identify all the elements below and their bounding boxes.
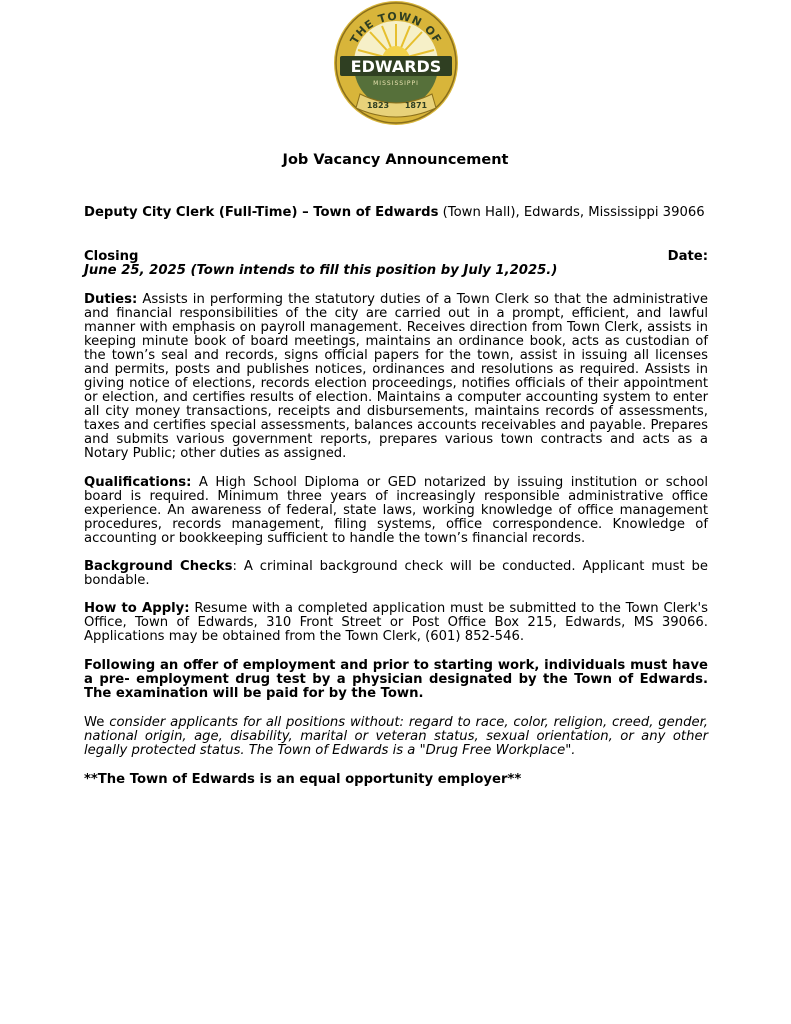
eeo-lead: We — [84, 715, 105, 730]
apply-label: How to Apply: — [84, 601, 190, 616]
eeo-text: consider applicants for all positions without: regard to race, color, religion, creed, gender, national origin, age, disability, marital or veteran status, sexual orientation, or any other legally protected status. The Town of Edwards is a "Drug Free Workplace". — [84, 715, 708, 758]
apply-text: Resume with a completed application must be submitted to the Town Clerk's Office, Town of Edwards, 310 Front Street or Post Office Box 215, Edwards, MS 39066. Applications may be obtained from the Town Clerk, (601) 852-546. — [84, 601, 708, 644]
apply-section — [84, 602, 708, 644]
page-title: Job Vacancy Announcement — [282, 152, 509, 168]
background-text: : A criminal background check will be conducted. Applicant must be bondable. — [84, 559, 709, 588]
qualifications-label: Qualifications: — [84, 475, 192, 490]
drug-test-notice: Following an offer of employment and prior to starting work, individuals must have a pre- employment drug test by a physician designated by the Town of Edwards. The examination will be paid for by the Town. — [84, 658, 708, 701]
position-heading — [84, 206, 708, 220]
seal-year-left: 1823 — [366, 101, 390, 110]
qualifications-section — [84, 476, 708, 546]
position-location: (Town Hall), Edwards, Mississippi 39066 — [438, 205, 705, 220]
seal-town-name: EDWARDS — [350, 57, 442, 76]
seal-year-right: 1871 — [404, 101, 428, 110]
closing-section — [84, 250, 708, 278]
qualifications-text: A High School Diploma or GED notarized by issuing institution or school board is required. Minimum three years of increasingly responsible administrative office experience. An awareness of federal, state laws, working knowledge of office management procedures, records management, filing systems, office correspondence. Knowledge of accounting or bookkeeping sufficient to handle the town’s financial records. — [84, 475, 708, 546]
position-title: Deputy City Clerk (Full-Time) – Town of Edwards — [84, 205, 439, 220]
background-label: Background Checks — [84, 559, 233, 574]
eeo-statement — [84, 716, 708, 758]
closing-date: June 25, 2025 (Town intends to fill this position by July 1,2025.) — [84, 263, 558, 278]
town-seal-logo — [330, 0, 462, 128]
seal-arc-text: THE TOWN OF — [347, 9, 445, 47]
closing-date-label: Date: — [667, 249, 708, 264]
footer-eeo-line: **The Town of Edwards is an equal opportunity employer** — [84, 772, 522, 787]
background-section — [84, 560, 708, 588]
seal-state: MISSISSIPPI — [373, 80, 419, 87]
duties-label: Duties: — [84, 292, 138, 307]
duties-section — [84, 293, 708, 461]
closing-label: Closing — [84, 249, 139, 264]
duties-text: Assists in performing the statutory duties of a Town Clerk so that the administrative and financial responsibilities of the city are carried out in a prompt, efficient, and lawful manner with emphasis on payroll management. Receives direction from Town Clerk, assists in keeping minute book of board meetings, maintains an ordinance book, acts as custodian of the town’s seal and records, signs official papers for the town, assist in issuing all licenses and permits, posts and publishes notices, ordinances and resolutions as required. Assists in giving notice of elections, records election proceedings, notifies officials of their appointment or election, and certifies results of election. Maintains a computer accounting system to enter all city money transactions, receipts and disbursements, maintains records of assessments, taxes and certifies special assessments, balances accounts receivables and payable. Prepares and submits various government reports, prepares various town contracts and acts as a Notary Public; other duties as assigned. — [84, 292, 708, 461]
closing-row — [84, 250, 708, 264]
